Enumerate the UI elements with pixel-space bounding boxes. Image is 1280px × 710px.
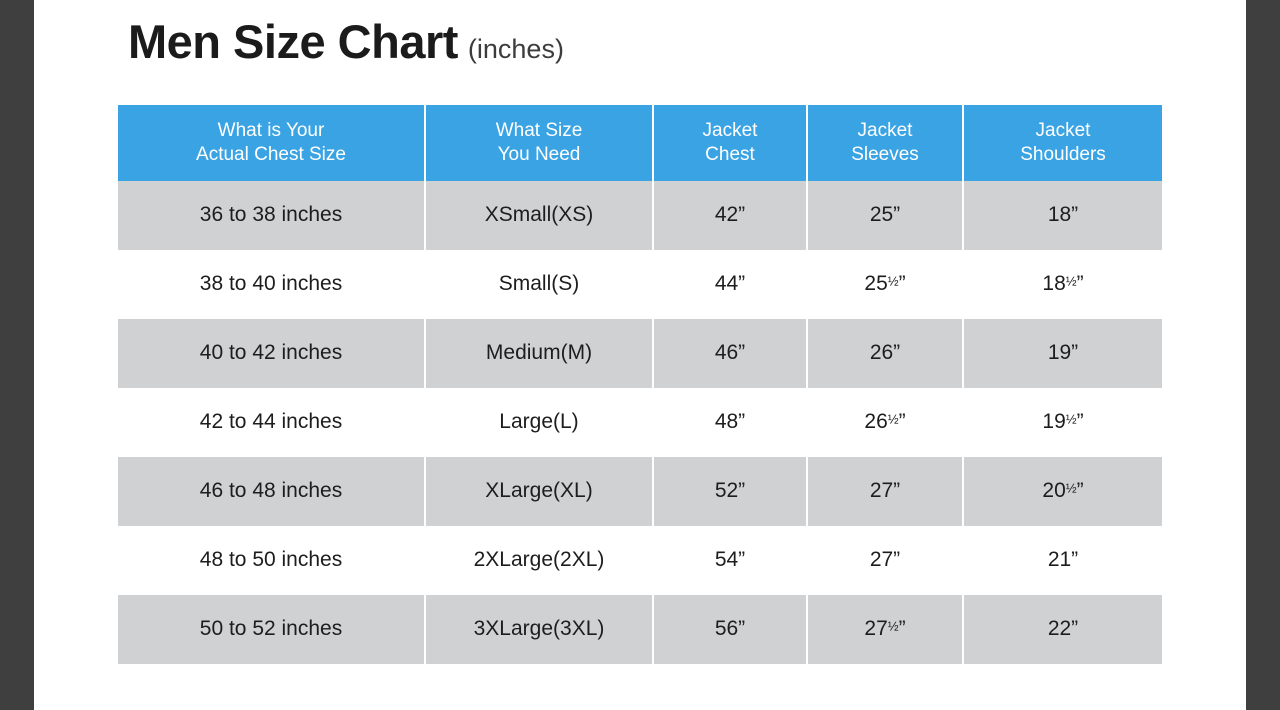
table-row [118, 388, 1162, 457]
cell-size-you-need: 2XLarge(2XL) [426, 526, 654, 595]
header-line-2: Sleeves [851, 143, 919, 165]
table-row [118, 319, 1162, 388]
header-line-1: What is Your [217, 120, 325, 141]
cell-size-you-need: 3XLarge(3XL) [426, 595, 654, 664]
header-line-1: Jacket [702, 120, 758, 141]
cell-jacket-chest: 42” [654, 181, 808, 250]
right-margin-rail [1246, 0, 1280, 710]
cell-size-you-need: Small(S) [426, 250, 654, 319]
size-chart-table [118, 105, 1162, 664]
column-header-jacket-shoulders [964, 105, 1162, 181]
cell-jacket-chest: 44” [654, 250, 808, 319]
header-line-1: What Size [495, 120, 583, 141]
cell-jacket-chest: 54” [654, 526, 808, 595]
cell-jacket-sleeves: 26” [808, 319, 964, 388]
left-margin-rail [0, 0, 34, 710]
cell-actual-chest-size: 48 to 50 inches [118, 526, 426, 595]
table-header-row [118, 105, 1162, 181]
cell-jacket-shoulders: 19” [964, 319, 1162, 388]
cell-jacket-sleeves: 27” [808, 457, 964, 526]
column-header-size-you-need [426, 105, 654, 181]
table-row [118, 181, 1162, 250]
cell-jacket-sleeves: $27^{\frac{1}{2}}$” [808, 595, 964, 664]
column-header-actual-chest-size [118, 105, 426, 181]
header-line-1: Jacket [857, 120, 913, 141]
cell-jacket-shoulders: $19^{\frac{1}{2}}$” [964, 388, 1162, 457]
cell-size-you-need: XLarge(XL) [426, 457, 654, 526]
cell-actual-chest-size: 42 to 44 inches [118, 388, 426, 457]
cell-jacket-chest: 46” [654, 319, 808, 388]
cell-jacket-shoulders: 18” [964, 181, 1162, 250]
header-line-2: Actual Chest Size [196, 143, 346, 165]
cell-actual-chest-size: 46 to 48 inches [118, 457, 426, 526]
cell-jacket-sleeves: 25” [808, 181, 964, 250]
cell-jacket-chest: 52” [654, 457, 808, 526]
cell-jacket-shoulders: 22” [964, 595, 1162, 664]
cell-actual-chest-size: 50 to 52 inches [118, 595, 426, 664]
cell-size-you-need: Medium(M) [426, 319, 654, 388]
cell-jacket-shoulders: $20^{\frac{1}{2}}$” [964, 457, 1162, 526]
table-row [118, 595, 1162, 664]
cell-jacket-sleeves: 27” [808, 526, 964, 595]
header-line-2: Chest [705, 143, 755, 165]
title-main-text: Men Size Chart [128, 15, 458, 68]
cell-jacket-sleeves: $25^{\frac{1}{2}}$” [808, 250, 964, 319]
cell-actual-chest-size: 40 to 42 inches [118, 319, 426, 388]
cell-jacket-chest: 56” [654, 595, 808, 664]
header-line-1: Jacket [1035, 120, 1091, 141]
cell-actual-chest-size: 38 to 40 inches [118, 250, 426, 319]
cell-actual-chest-size: 36 to 38 inches [118, 181, 426, 250]
cell-jacket-sleeves: $26^{\frac{1}{2}}$” [808, 388, 964, 457]
cell-jacket-shoulders: 21” [964, 526, 1162, 595]
document-sheet [34, 0, 1246, 710]
header-line-2: You Need [497, 143, 581, 165]
title-unit-text: (inches) [467, 34, 564, 64]
cell-size-you-need: XSmall(XS) [426, 181, 654, 250]
table-row [118, 526, 1162, 595]
table-row [118, 250, 1162, 319]
cell-jacket-shoulders: $18^{\frac{1}{2}}$” [964, 250, 1162, 319]
cell-size-you-need: Large(L) [426, 388, 654, 457]
column-header-jacket-sleeves [808, 105, 964, 181]
column-header-jacket-chest [654, 105, 808, 181]
table-row [118, 457, 1162, 526]
header-line-2: Shoulders [1020, 143, 1106, 165]
cell-jacket-chest: 48” [654, 388, 808, 457]
page-title [128, 15, 564, 68]
